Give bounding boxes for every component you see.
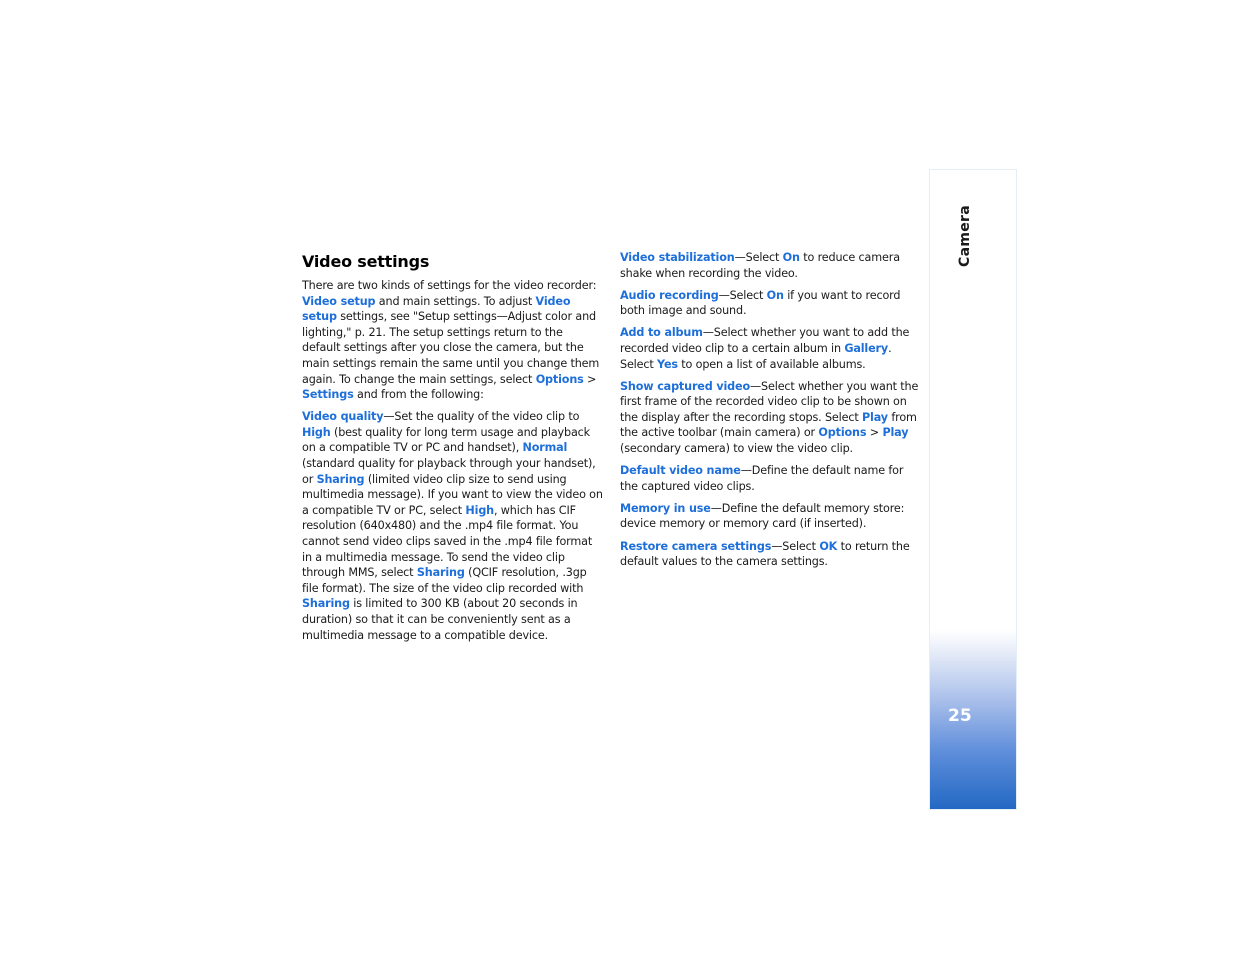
audio-recording-paragraph: Audio recording—Select On if you want to record both image and sound. — [620, 288, 901, 318]
term-add-to-album: Add to album — [620, 326, 703, 340]
term-default-video-name: Default video name — [620, 464, 741, 478]
term-audio-recording: Audio recording — [620, 288, 719, 302]
term-video-setup: Video setup — [302, 294, 376, 308]
chapter-title: Camera — [957, 205, 973, 267]
restore-camera-settings-paragraph: Restore camera settings—Select OK to return the default values to the camera settings. — [620, 539, 910, 569]
term-sharing: Sharing — [416, 566, 465, 580]
memory-in-use-paragraph: Memory in use—Define the default memory store: device memory or memory card (if inserted). — [620, 501, 905, 531]
video-stabilization-paragraph: Video stabilization—Select On to reduce camera shake when recording the video. — [620, 251, 900, 280]
term-on: On — [766, 288, 784, 302]
video-quality-paragraph: Video quality—Set the quality of the video clip to High (best quality for long term usage and playback on a compatible TV or PC and handset), Normal (standard quality for playback through your handset), or Sharing (limited video clip size to send using multimedia message). If you want to view the video on a compatible TV or PC, select High, which has CIF resolution (640x480) and the .mp4 file format. You cannot send video clips saved in the .mp4 file format in a multimedia message. To send the video clip through MMS, select Sharing (QCIF resolution, .3gp file format). The size of the video clip recorded with Sharing is limited to 300 KB (about 20 seconds in duration) so that it can be conveniently sent as a multimedia message to a compatible device. — [302, 410, 603, 642]
term-play: Play — [882, 426, 909, 440]
default-video-name-paragraph: Default video name—Define the default name for the captured video clips. — [620, 464, 904, 493]
right-column — [620, 250, 920, 576]
page-number: 25 — [948, 706, 972, 726]
term-memory-in-use: Memory in use — [620, 501, 711, 515]
intro-paragraph: There are two kinds of settings for the video recorder: Video setup and main settings. To adjust Video setup settings, see "Setup settings—Adjust color and lighting," p. 21. The setup settings return to the default settings after you close the camera, but the main settings remain the same until you change them again. To change the main settings, select Options > Settings and from the following: — [302, 279, 600, 402]
term-gallery: Gallery — [844, 341, 889, 355]
term-video-setup: Video setup — [302, 294, 571, 324]
term-sharing: Sharing — [316, 472, 365, 486]
term-options: Options — [818, 426, 867, 440]
left-column — [302, 250, 604, 650]
page-heading: Video settings — [302, 252, 430, 271]
term-restore-camera-settings: Restore camera settings — [620, 539, 772, 553]
term-high: High — [465, 503, 494, 517]
chapter-tab — [929, 169, 1017, 810]
term-yes: Yes — [657, 357, 678, 371]
term-show-captured-video: Show captured video — [620, 379, 751, 393]
term-ok: OK — [819, 539, 838, 553]
term-video-stabilization: Video stabilization — [620, 251, 735, 264]
term-video-quality: Video quality — [302, 410, 384, 424]
term-on: On — [782, 251, 800, 264]
term-high: High — [302, 425, 331, 439]
term-sharing: Sharing — [302, 597, 350, 611]
add-to-album-paragraph: Add to album—Select whether you want to add the recorded video clip to a certain album in Gallery. Select Yes to open a list of available albums. — [620, 326, 910, 371]
term-options: Options — [535, 372, 584, 386]
term-settings: Settings — [302, 388, 354, 402]
term-normal: Normal — [522, 441, 568, 455]
show-captured-video-paragraph: Show captured video—Select whether you want the first frame of the recorded video clip to be shown on the display after the recording stops. Select Play from the active toolbar (main camera) or Options > Play (secondary camera) to view the video clip. — [620, 379, 919, 456]
term-play: Play — [862, 410, 888, 424]
